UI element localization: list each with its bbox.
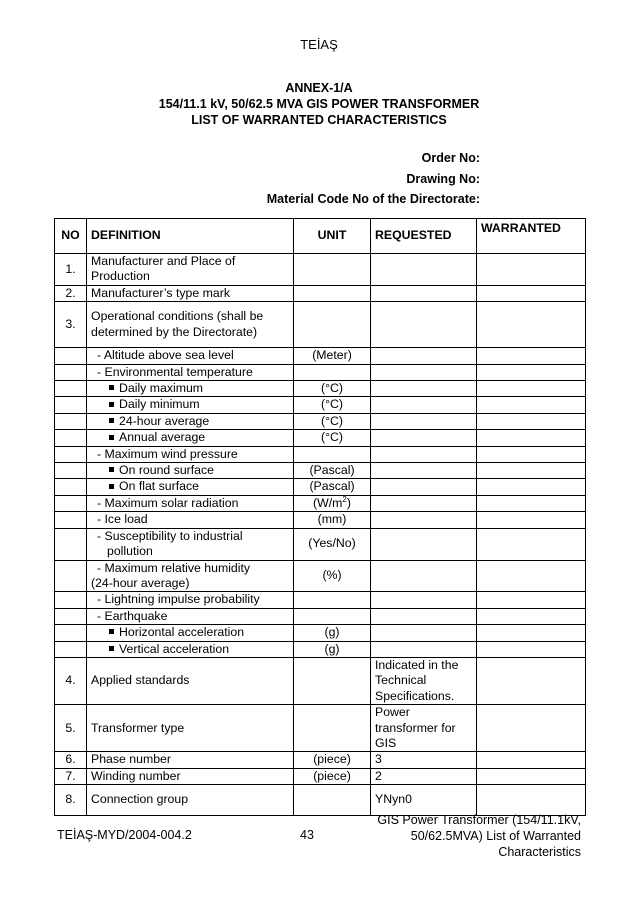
row-definition: Applied standards	[87, 657, 294, 704]
col-header-unit: UNIT	[294, 219, 371, 254]
row-definition: - Environmental temperature	[87, 364, 294, 380]
row-definition: Transformer type	[87, 705, 294, 752]
row-warranted	[477, 641, 586, 657]
row-definition	[87, 560, 294, 592]
row-unit: (°C)	[294, 413, 371, 429]
row-definition	[87, 381, 294, 397]
table-row	[55, 608, 586, 624]
table-row	[55, 254, 586, 286]
row-no	[55, 560, 87, 592]
row-no	[55, 381, 87, 397]
table-row	[55, 768, 586, 784]
row-unit	[294, 657, 371, 704]
row-requested	[371, 641, 477, 657]
row-warranted	[477, 302, 586, 348]
row-unit: (g)	[294, 641, 371, 657]
row-warranted	[477, 413, 586, 429]
row-definition	[87, 397, 294, 413]
col-header-warranted: WARRANTED	[477, 219, 586, 254]
row-unit: (g)	[294, 625, 371, 641]
material-code-label: Material Code No of the Directorate:	[266, 192, 480, 206]
row-unit	[294, 495, 371, 511]
row-definition: Manufacturer and Place of Production	[87, 254, 294, 286]
row-unit	[294, 364, 371, 380]
table-row	[55, 641, 586, 657]
table-row	[55, 528, 586, 560]
row-definition: - Lightning impulse probability	[87, 592, 294, 608]
row-requested	[371, 608, 477, 624]
row-requested	[371, 528, 477, 560]
row-unit: (Pascal)	[294, 463, 371, 479]
row-warranted	[477, 657, 586, 704]
row-definition-text: On round surface	[119, 463, 215, 478]
row-no	[55, 413, 87, 429]
row-unit: (°C)	[294, 397, 371, 413]
row-warranted	[477, 397, 586, 413]
row-warranted	[477, 479, 586, 495]
row-warranted	[477, 430, 586, 446]
row-definition: Connection group	[87, 785, 294, 816]
footer-page-number: 43	[300, 828, 314, 842]
row-requested	[371, 348, 477, 364]
bullet-square-icon	[109, 402, 114, 407]
drawing-no-label: Drawing No:	[406, 172, 480, 186]
row-warranted	[477, 592, 586, 608]
title-transformer: 154/11.1 kV, 50/62.5 MVA GIS POWER TRANSFORMER	[158, 97, 480, 111]
row-definition	[87, 479, 294, 495]
row-requested	[371, 430, 477, 446]
row-definition: Manufacturer’s type mark	[87, 285, 294, 301]
footer-doc-title	[351, 812, 581, 860]
row-no	[55, 512, 87, 528]
row-warranted	[477, 381, 586, 397]
row-definition-text: - Maximum relative humidity	[97, 560, 251, 575]
row-requested: 3	[371, 752, 477, 768]
row-requested: YNyn0	[371, 785, 477, 816]
row-definition-text: Horizontal acceleration	[119, 625, 245, 640]
row-warranted	[477, 512, 586, 528]
row-definition-text: Annual average	[119, 430, 206, 445]
footer-doc-code: TEİAŞ-MYD/2004-004.2	[57, 828, 192, 842]
row-definition	[87, 641, 294, 657]
row-no: 7.	[55, 768, 87, 784]
row-no	[55, 479, 87, 495]
row-warranted	[477, 463, 586, 479]
row-unit	[294, 285, 371, 301]
row-requested	[371, 479, 477, 495]
row-warranted	[477, 446, 586, 462]
row-definition: - Maximum solar radiation	[87, 495, 294, 511]
row-no: 4.	[55, 657, 87, 704]
table-row	[55, 512, 586, 528]
row-warranted	[477, 348, 586, 364]
row-no	[55, 625, 87, 641]
row-definition	[87, 528, 294, 560]
row-warranted	[477, 705, 586, 752]
footer-title-line: Characteristics	[498, 845, 581, 859]
row-requested	[371, 285, 477, 301]
row-no	[55, 608, 87, 624]
row-definition: - Altitude above sea level	[87, 348, 294, 364]
bullet-square-icon	[109, 418, 114, 423]
row-unit	[294, 608, 371, 624]
table-row	[55, 592, 586, 608]
row-definition-continuation: (24-hour average)	[91, 575, 190, 590]
characteristics-table	[54, 218, 586, 816]
row-requested	[371, 302, 477, 348]
table-row	[55, 397, 586, 413]
row-requested	[371, 512, 477, 528]
row-definition-continuation: pollution	[107, 544, 153, 559]
title-annex: ANNEX-1/A	[285, 81, 353, 95]
bullet-square-icon	[109, 467, 114, 472]
col-header-requested: REQUESTED	[371, 219, 477, 254]
row-definition-text: 24-hour average	[119, 413, 210, 428]
row-unit: (piece)	[294, 768, 371, 784]
row-requested	[371, 560, 477, 592]
table-row	[55, 560, 586, 592]
table-row	[55, 752, 586, 768]
row-definition: - Maximum wind pressure	[87, 446, 294, 462]
row-unit: (piece)	[294, 752, 371, 768]
row-definition-text: Vertical acceleration	[119, 641, 230, 656]
row-warranted	[477, 608, 586, 624]
bullet-square-icon	[109, 629, 114, 634]
row-warranted	[477, 768, 586, 784]
row-definition	[87, 463, 294, 479]
row-definition-text: On flat surface	[119, 479, 199, 494]
row-no: 2.	[55, 285, 87, 301]
table-row	[55, 479, 586, 495]
row-no	[55, 348, 87, 364]
row-no	[55, 364, 87, 380]
row-requested	[371, 364, 477, 380]
row-no	[55, 430, 87, 446]
row-unit: (%)	[294, 560, 371, 592]
row-requested: Indicated in the Technical Specifications.	[371, 657, 477, 704]
row-requested	[371, 625, 477, 641]
row-unit	[294, 254, 371, 286]
table-row	[55, 285, 586, 301]
row-requested	[371, 463, 477, 479]
bullet-square-icon	[109, 646, 114, 651]
table-row	[55, 625, 586, 641]
row-definition	[87, 430, 294, 446]
table-row	[55, 463, 586, 479]
table-row	[55, 302, 586, 348]
row-requested	[371, 592, 477, 608]
row-no: 5.	[55, 705, 87, 752]
row-requested	[371, 381, 477, 397]
row-unit	[294, 302, 371, 348]
row-definition: Winding number	[87, 768, 294, 784]
row-warranted	[477, 560, 586, 592]
row-definition	[87, 413, 294, 429]
row-unit: (Yes/No)	[294, 528, 371, 560]
table-row	[55, 348, 586, 364]
row-definition-text: - Susceptibility to industrial	[97, 528, 243, 543]
table-row	[55, 364, 586, 380]
row-no	[55, 641, 87, 657]
col-header-definition: DEFINITION	[87, 219, 294, 254]
row-warranted	[477, 495, 586, 511]
table-row	[55, 446, 586, 462]
row-warranted	[477, 625, 586, 641]
row-unit: (°C)	[294, 381, 371, 397]
title-list: LIST OF WARRANTED CHARACTERISTICS	[191, 113, 447, 127]
bullet-square-icon	[109, 435, 114, 440]
row-definition: - Ice load	[87, 512, 294, 528]
row-unit-superscript: 2	[342, 494, 347, 504]
row-requested	[371, 254, 477, 286]
footer-title-line: 50/62.5MVA) List of Warranted	[410, 829, 581, 843]
row-requested: Power transformer for GIS	[371, 705, 477, 752]
row-no: 6.	[55, 752, 87, 768]
col-header-no: NO	[55, 219, 87, 254]
table-row	[55, 657, 586, 704]
table-row	[55, 495, 586, 511]
row-no: 1.	[55, 254, 87, 286]
row-no	[55, 495, 87, 511]
row-unit: (°C)	[294, 430, 371, 446]
row-warranted	[477, 254, 586, 286]
row-unit	[294, 446, 371, 462]
table-row	[55, 705, 586, 752]
bullet-square-icon	[109, 385, 114, 390]
row-no	[55, 446, 87, 462]
row-definition-text: Daily minimum	[119, 397, 200, 412]
row-no	[55, 592, 87, 608]
row-warranted	[477, 285, 586, 301]
row-requested	[371, 413, 477, 429]
row-unit-end: )	[346, 495, 351, 510]
row-definition: Operational conditions (shall be determined by the Directorate)	[87, 302, 294, 348]
row-requested	[371, 446, 477, 462]
row-warranted	[477, 364, 586, 380]
row-no: 8.	[55, 785, 87, 816]
table-header-row	[55, 219, 586, 254]
row-warranted	[477, 528, 586, 560]
header-org: TEİAŞ	[300, 37, 338, 52]
bullet-square-icon	[109, 484, 114, 489]
row-warranted	[477, 752, 586, 768]
order-no-label: Order No:	[421, 151, 480, 165]
row-definition-text: Daily maximum	[119, 381, 204, 396]
row-no	[55, 528, 87, 560]
row-no: 3.	[55, 302, 87, 348]
row-unit: (Pascal)	[294, 479, 371, 495]
row-unit-text: (W/m	[313, 495, 343, 510]
row-requested: 2	[371, 768, 477, 784]
table-row	[55, 430, 586, 446]
row-unit	[294, 705, 371, 752]
row-requested	[371, 397, 477, 413]
footer-title-line: GIS Power Transformer (154/11.1kV,	[377, 813, 581, 827]
row-definition: Phase number	[87, 752, 294, 768]
row-no	[55, 397, 87, 413]
row-no	[55, 463, 87, 479]
row-definition	[87, 625, 294, 641]
table-row	[55, 413, 586, 429]
row-unit: (mm)	[294, 512, 371, 528]
row-requested	[371, 495, 477, 511]
row-unit	[294, 592, 371, 608]
row-unit: (Meter)	[294, 348, 371, 364]
row-definition: - Earthquake	[87, 608, 294, 624]
table-row	[55, 381, 586, 397]
